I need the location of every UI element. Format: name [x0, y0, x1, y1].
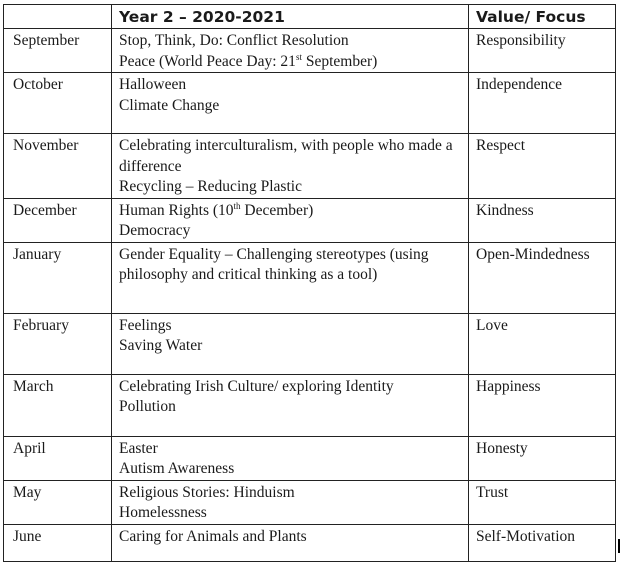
topic-line	[119, 52, 462, 73]
table-row	[4, 198, 616, 242]
value-cell: Kindness	[469, 198, 616, 242]
topic-text: September)	[301, 52, 378, 70]
table-row	[4, 480, 616, 524]
topic-cell	[112, 436, 469, 480]
topic-line: Gender Equality – Challenging stereotypes (using philosophy and critical thinking as a tool)	[119, 245, 429, 283]
header-month-cell	[4, 5, 112, 29]
month-cell: March	[4, 374, 112, 436]
table-row	[4, 436, 616, 480]
month-cell: June	[4, 524, 112, 561]
topic-line: Celebrating Irish Culture/ exploring Identity	[119, 377, 394, 395]
topic-cell	[112, 29, 469, 73]
value-cell: Honesty	[469, 436, 616, 480]
ordinal-suffix: th	[233, 200, 241, 211]
month-cell: January	[4, 242, 112, 313]
table-row	[4, 242, 616, 313]
topic-cell	[112, 242, 469, 313]
topic-cell	[112, 524, 469, 561]
month-cell: May	[4, 480, 112, 524]
topic-cell	[112, 313, 469, 374]
ordinal-suffix: st	[295, 51, 302, 62]
header-row	[4, 5, 616, 29]
month-cell: April	[4, 436, 112, 480]
header-year-title: Year 2 – 2020-2021	[112, 5, 469, 29]
topic-line: Celebrating interculturalism, with people who made a difference	[119, 137, 453, 175]
table-row	[4, 29, 616, 73]
table-row	[4, 313, 616, 374]
topic-line: Homelessness	[119, 504, 207, 521]
topic-cell	[112, 198, 469, 242]
topic-line	[119, 201, 462, 222]
value-cell: Open-Mindedness	[469, 242, 616, 313]
topic-line: Stop, Think, Do: Conflict Resolution	[119, 32, 349, 49]
month-cell: September	[4, 29, 112, 73]
topic-cell	[112, 374, 469, 436]
table-row	[4, 134, 616, 199]
topic-line: Pollution	[119, 398, 176, 415]
topic-cell	[112, 480, 469, 524]
table-row	[4, 374, 616, 436]
value-cell: Trust	[469, 480, 616, 524]
header-value-focus: Value/ Focus	[469, 5, 616, 29]
curriculum-table	[3, 4, 616, 562]
table-row	[4, 524, 616, 561]
topic-line: Easter	[119, 439, 158, 457]
topic-text: Human Rights (10	[119, 201, 234, 219]
month-cell: February	[4, 313, 112, 374]
month-cell: November	[4, 134, 112, 199]
month-cell: October	[4, 73, 112, 134]
text-cursor	[618, 539, 620, 553]
topic-text: December)	[240, 201, 314, 219]
value-cell: Love	[469, 313, 616, 374]
topic-line: Autism Awareness	[119, 460, 235, 477]
topic-line: Saving Water	[119, 337, 203, 354]
topic-line: Feelings	[119, 316, 172, 334]
topic-line: Democracy	[119, 222, 191, 239]
table-row	[4, 73, 616, 134]
topic-text: Peace (World Peace Day: 21	[119, 52, 296, 70]
topic-line: Recycling – Reducing Plastic	[119, 178, 302, 195]
topic-line: Climate Change	[119, 96, 220, 114]
topic-cell	[112, 73, 469, 134]
value-cell: Independence	[469, 73, 616, 134]
topic-line: Caring for Animals and Plants	[119, 527, 307, 545]
topic-line: Halloween	[119, 76, 187, 93]
month-cell: December	[4, 198, 112, 242]
topic-cell	[112, 134, 469, 199]
topic-line: Religious Stories: Hinduism	[119, 483, 295, 501]
value-cell: Happiness	[469, 374, 616, 436]
value-cell: Self-Motivation	[469, 524, 616, 561]
value-cell: Responsibility	[469, 29, 616, 73]
value-cell: Respect	[469, 134, 616, 199]
